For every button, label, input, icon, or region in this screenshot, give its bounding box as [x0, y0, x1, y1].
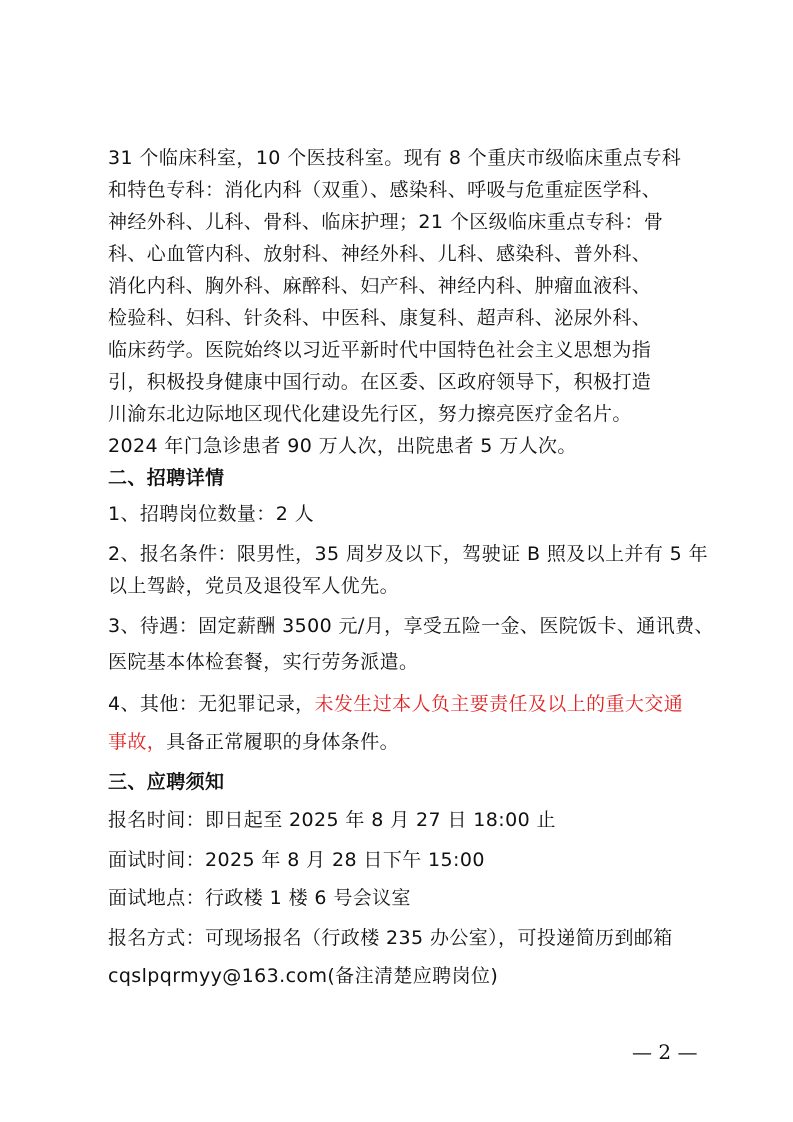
intro-line-10: 2024 年门急诊患者 90 万人次，出院患者 5 万人次。 [108, 435, 577, 457]
section-heading-application-notes: 三、应聘须知 [108, 771, 225, 793]
item-other-highlight-2: 事故， [108, 731, 167, 753]
interview-place: 面试地点：行政楼 1 楼 6 号会议室 [108, 887, 411, 909]
interview-time: 面试时间：2025 年 8 月 28 日下午 15:00 [108, 849, 485, 871]
intro-line-5: 消化内科、胸外科、麻醉科、妇产科、神经内科、肿瘤血液科、 [108, 275, 652, 297]
item-other-highlight-1: 未发生过本人负主要责任及以上的重大交通 [314, 693, 684, 715]
item-compensation-line-1: 3、待遇：固定薪酬 3500 元/月，享受五险一金、医院饭卡、通讯费、 [108, 615, 714, 637]
signup-method-line-1: 报名方式：可现场报名（行政楼 235 办公室），可投递简历到邮箱 [108, 927, 673, 949]
signup-time: 报名时间：即日起至 2025 年 8 月 27 日 18:00 止 [108, 809, 556, 831]
intro-line-8: 引，积极投身健康中国行动。在区委、区政府领导下，积极打造 [108, 371, 652, 393]
intro-line-3: 神经外科、儿科、骨科、临床护理；21 个区级临床重点专科：骨 [108, 211, 664, 233]
intro-line-7: 临床药学。医院始终以习近平新时代中国特色社会主义思想为指 [108, 339, 652, 361]
item-other-prefix: 4、其他：无犯罪记录， [108, 693, 315, 715]
intro-line-2: 和特色专科：消化内科（双重）、感染科、呼吸与危重症医学科、 [108, 179, 662, 201]
intro-line-4: 科、心血管内科、放射科、神经外科、儿科、感染科、普外科、 [108, 243, 652, 265]
page-number: — 2 — [632, 1040, 698, 1064]
intro-line-6: 检验科、妇科、针灸科、中医科、康复科、超声科、泌尿外科、 [108, 307, 652, 329]
item-position-count: 1、招聘岗位数量：2 人 [108, 503, 315, 525]
item-requirements-line-2: 以上驾龄，党员及退役军人优先。 [108, 575, 400, 597]
signup-method-line-2: cqslpqrmyy@163.com(备注清楚应聘岗位) [108, 965, 499, 987]
item-other-suffix: 具备正常履职的身体条件。 [166, 731, 400, 753]
intro-line-9: 川渝东北边际地区现代化建设先行区，努力擦亮医疗金名片。 [108, 403, 632, 425]
item-requirements-line-1: 2、报名条件：限男性，35 周岁及以下，驾驶证 B 照及以上并有 5 年 [108, 543, 708, 565]
intro-line-1: 31 个临床科室，10 个医技科室。现有 8 个重庆市级临床重点专科 [108, 147, 682, 169]
item-compensation-line-2: 医院基本体检套餐，实行劳务派遣。 [108, 651, 419, 673]
item-other-line-2 [108, 730, 698, 754]
item-other-line-1 [108, 692, 698, 716]
section-heading-recruitment-details: 二、招聘详情 [108, 467, 225, 489]
